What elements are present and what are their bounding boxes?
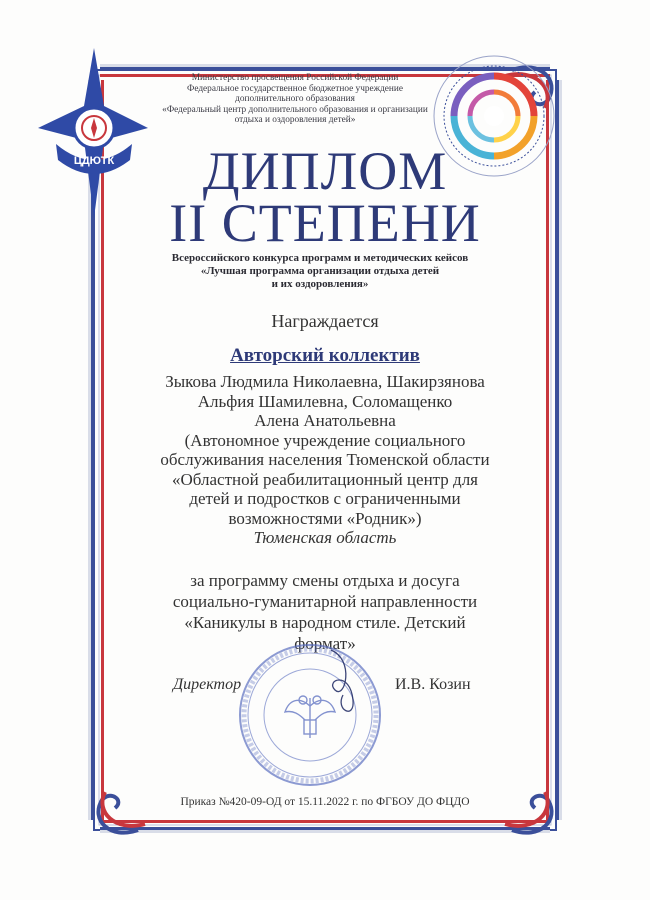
contest-line: Всероссийского конкурса программ и методических кейсов xyxy=(171,252,469,264)
authors-line: Альфия Шамилевна, Соломащенко xyxy=(197,391,453,411)
contest-line: «Лучшая программа организации отдыха детей xyxy=(200,265,440,277)
program-line: социально-гуманитарной направленности xyxy=(172,592,478,611)
director-role: Директор xyxy=(173,676,242,693)
collective-label: Авторский коллектив xyxy=(230,345,420,366)
organization-line: детей и подростков с ограниченными xyxy=(189,489,461,508)
contest-name xyxy=(150,252,490,291)
awarded-label: Награждается xyxy=(271,311,379,331)
authors-line: Зыкова Людмила Николаевна, Шакирзянова xyxy=(165,372,485,391)
organization-line: «Областной реабилитационный центр для xyxy=(172,469,478,489)
region: Тюменская область xyxy=(253,528,397,547)
ribbon-bottom xyxy=(100,820,550,833)
contest-line: и их оздоровления» xyxy=(271,278,369,290)
authors-line: Алена Анатольевна xyxy=(254,411,396,430)
svg-text:ЦДЮТК: ЦДЮТК xyxy=(73,155,115,167)
program-line: за программу смены отдыха и досуга xyxy=(190,571,460,590)
diploma-degree: II СТЕПЕНИ xyxy=(169,193,481,253)
program-line: «Каникулы в народном стиле. Детский xyxy=(184,613,466,632)
signature-scribble xyxy=(331,650,353,711)
program-line: формат» xyxy=(294,634,356,653)
eagle-emblem-icon xyxy=(285,696,335,738)
header-line: «Федеральный центр дополнительного образования и организации xyxy=(162,104,428,115)
header-line: отдыха и оздоровления детей» xyxy=(234,115,356,126)
organization-line: обслуживания населения Тюменской области xyxy=(160,450,490,469)
ministry-header xyxy=(140,73,450,126)
official-seal xyxy=(235,640,385,790)
header-line: дополнительного образования xyxy=(235,94,355,105)
organization-line: (Автономное учреждение социального xyxy=(184,430,466,450)
header-line: Министерство просвещения Российской Федерации xyxy=(191,73,399,83)
authors-block xyxy=(130,372,520,548)
director-name: И.В. Козин xyxy=(395,676,471,693)
header-line: Федеральное государственное бюджетное учреждение xyxy=(186,83,404,94)
organization-line: возможностями «Родник») xyxy=(228,508,422,528)
order-reference: Приказ №420-09-ОД от 15.11.2022 г. по ФГБОУ ДО ФЦДО xyxy=(180,796,470,808)
diploma-title: ДИПЛОМ xyxy=(202,141,448,201)
